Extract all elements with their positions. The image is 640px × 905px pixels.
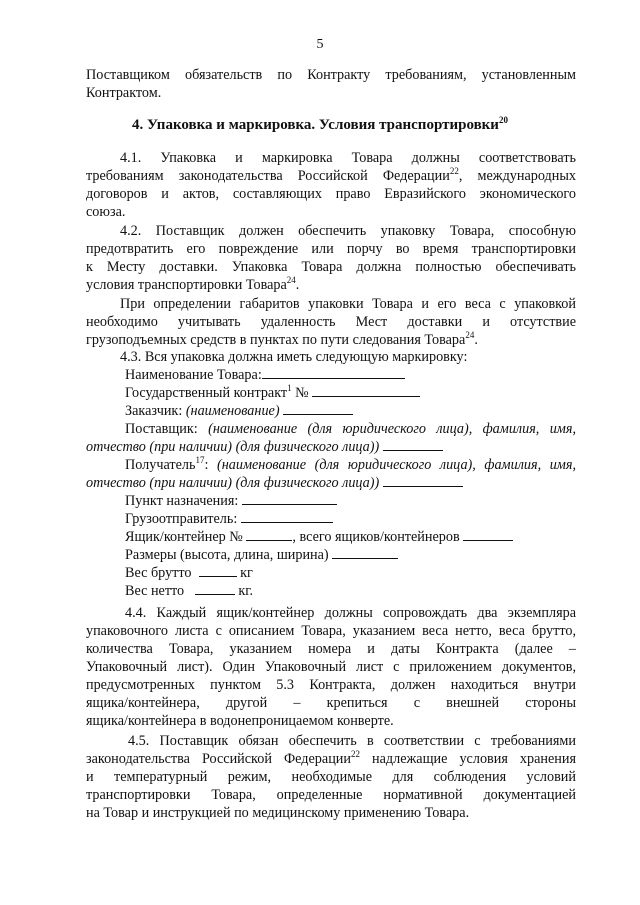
pgab-line-3b: . <box>474 332 478 348</box>
marking-customer-label: Заказчик: <box>125 403 183 419</box>
marking-shipper <box>125 510 615 528</box>
marking-supplier-2 <box>86 438 576 456</box>
page-number: 5 <box>316 37 324 52</box>
marking-recipient-footnote: 17 <box>195 455 205 465</box>
heading-footnote: 20 <box>498 115 508 125</box>
marking-dims-blank <box>332 546 398 559</box>
marking-supplier-hint-2: отчество (при наличии) (для физического лица)) <box>86 439 380 455</box>
p45-line-1: 4.5. Поставщик обязан обеспечить в соответствии с требованиями <box>128 733 576 749</box>
p44-line-7: ящика/контейнера в водонепроницаемом конверте. <box>86 713 394 729</box>
p45-footnote: 22 <box>350 749 360 759</box>
p44-line-3: количества Товара, указанием номера и даты Контракта (далее – <box>86 641 576 657</box>
p41-line-1: 4.1. Упаковка и маркировка Товара должны соответствовать <box>120 150 576 166</box>
marking-net-blank <box>195 582 235 595</box>
pgab-footnote: 24 <box>465 330 475 340</box>
marking-recipient <box>125 456 576 474</box>
marking-supplier-label: Поставщик: <box>125 421 198 437</box>
marking-net-unit: кг. <box>238 583 254 599</box>
marking-destination-label: Пункт назначения: <box>125 493 239 509</box>
marking-shipper-blank <box>241 510 333 523</box>
p41-line-4: союза. <box>86 204 126 220</box>
marking-recipient-hint: (наименование (для юридического лица), фамилия, имя, <box>217 457 576 473</box>
p45-line-2b: надлежащие условия хранения <box>359 751 576 767</box>
carry-over-line-1: Поставщиком обязательств по Контракту требованиям, установленным <box>86 67 576 83</box>
marking-supplier <box>125 420 576 438</box>
marking-recipient-label: Получатель <box>125 457 196 473</box>
marking-box-total-blank <box>463 528 513 541</box>
pgab-line-3 <box>86 331 576 349</box>
marking-destination-blank <box>242 492 337 505</box>
marking-recipient-colon: : <box>204 457 209 473</box>
marking-dims-label: Размеры (высота, длина, ширина) <box>125 547 329 563</box>
p44-line-4: Упаковочный лист). Один Упаковочный лист с приложением документов, <box>86 659 576 675</box>
marking-name-label: Наименование Товара: <box>125 367 262 383</box>
p41-line-3: договоров и актов, составляющих право Евразийского экономического <box>86 186 576 202</box>
p45-line-4: транспортировки Товара, определенные нормативной документацией <box>86 787 576 803</box>
p42-line-2: предотвратить его повреждение или порчу во время транспортировки <box>86 241 576 257</box>
p42-line-3: к Месту доставки. Упаковка Товара должна полностью обеспечивать <box>86 259 576 275</box>
p41-line-2 <box>86 167 576 185</box>
p44-line-6: ящика/контейнера, другой – крепиться с внешней стороны <box>86 695 576 711</box>
p43-line-1: 4.3. Вся упаковка должна иметь следующую маркировку: <box>120 349 468 365</box>
marking-gross <box>125 564 615 582</box>
p42-line-4b: . <box>295 277 300 293</box>
marking-recipient-hint-2: отчество (при наличии) (для физического лица)) <box>86 475 380 491</box>
p45-line-2a: законодательства Российской Федерации <box>86 751 351 767</box>
marking-gross-label: Вес брутто <box>125 565 192 581</box>
marking-contract-label: Государственный контракт <box>125 385 288 401</box>
marking-contract-footnote: 1 <box>287 383 292 393</box>
p42-line-1: 4.2. Поставщик должен обеспечить упаковку Товара, способную <box>120 223 576 239</box>
heading-text: 4. Упаковка и маркировка. Условия транспортировки <box>132 117 499 133</box>
p41-line-2b: , международных <box>458 168 576 184</box>
p45-line-5: на Товар и инструкцией по медицинскому применению Товара. <box>86 805 470 821</box>
marking-box-total: , всего ящиков/контейнеров <box>292 529 460 545</box>
p45-line-3: и температурный режим, необходимые для соблюдения условий <box>86 769 576 785</box>
marking-supplier-hint: (наименование (для юридического лица), фамилия, имя, <box>208 421 576 437</box>
marking-net <box>125 582 615 600</box>
marking-name-blank <box>262 366 405 379</box>
pgab-line-3a: грузоподъемных средств в пунктах по пути следования Товара <box>86 332 466 348</box>
carry-over-line-2: Контрактом. <box>86 85 162 101</box>
marking-customer-blank <box>283 402 353 415</box>
marking-box <box>125 528 615 546</box>
p45-line-2 <box>86 750 576 768</box>
p44-line-5: предусмотренных пунктом 5.3 Контракта, должен находиться внутри <box>86 677 576 693</box>
marking-contract-blank <box>312 384 420 397</box>
marking-supplier-blank <box>383 438 443 451</box>
section-heading <box>0 117 640 134</box>
marking-gross-unit: кг <box>240 565 253 581</box>
marking-net-label: Вес нетто <box>125 583 185 599</box>
marking-destination <box>125 492 615 510</box>
marking-box-blank <box>246 528 292 541</box>
marking-customer <box>125 402 615 420</box>
p41-footnote: 22 <box>449 166 459 176</box>
marking-recipient-2 <box>86 474 576 492</box>
p42-footnote: 24 <box>286 275 296 285</box>
pgab-line-1: При определении габаритов упаковки Товара и его веса с упаковкой <box>120 296 576 312</box>
p44-line-1: 4.4. Каждый ящик/контейнер должны сопровождать два экземпляра <box>125 605 576 621</box>
p42-line-4 <box>86 276 576 294</box>
marking-recipient-blank <box>383 474 463 487</box>
pgab-line-2: необходимо учитывать удаленность Мест доставки и отсутствие <box>86 314 576 330</box>
p44-line-2: упаковочного листа с описанием Товара, указанием веса нетто, веса брутто, <box>86 623 576 639</box>
marking-customer-hint: (наименование) <box>185 403 280 419</box>
marking-contract-no: № <box>291 385 309 401</box>
marking-dims <box>125 546 615 564</box>
marking-contract <box>125 384 615 402</box>
p41-line-2a: требованиям законодательства Российской Федерации <box>86 168 450 184</box>
marking-shipper-label: Грузоотправитель: <box>125 511 238 527</box>
marking-box-label: Ящик/контейнер № <box>125 529 243 545</box>
marking-name <box>125 366 615 384</box>
p42-line-4a: условия транспортировки Товара <box>86 277 287 293</box>
marking-gross-blank <box>199 564 237 577</box>
